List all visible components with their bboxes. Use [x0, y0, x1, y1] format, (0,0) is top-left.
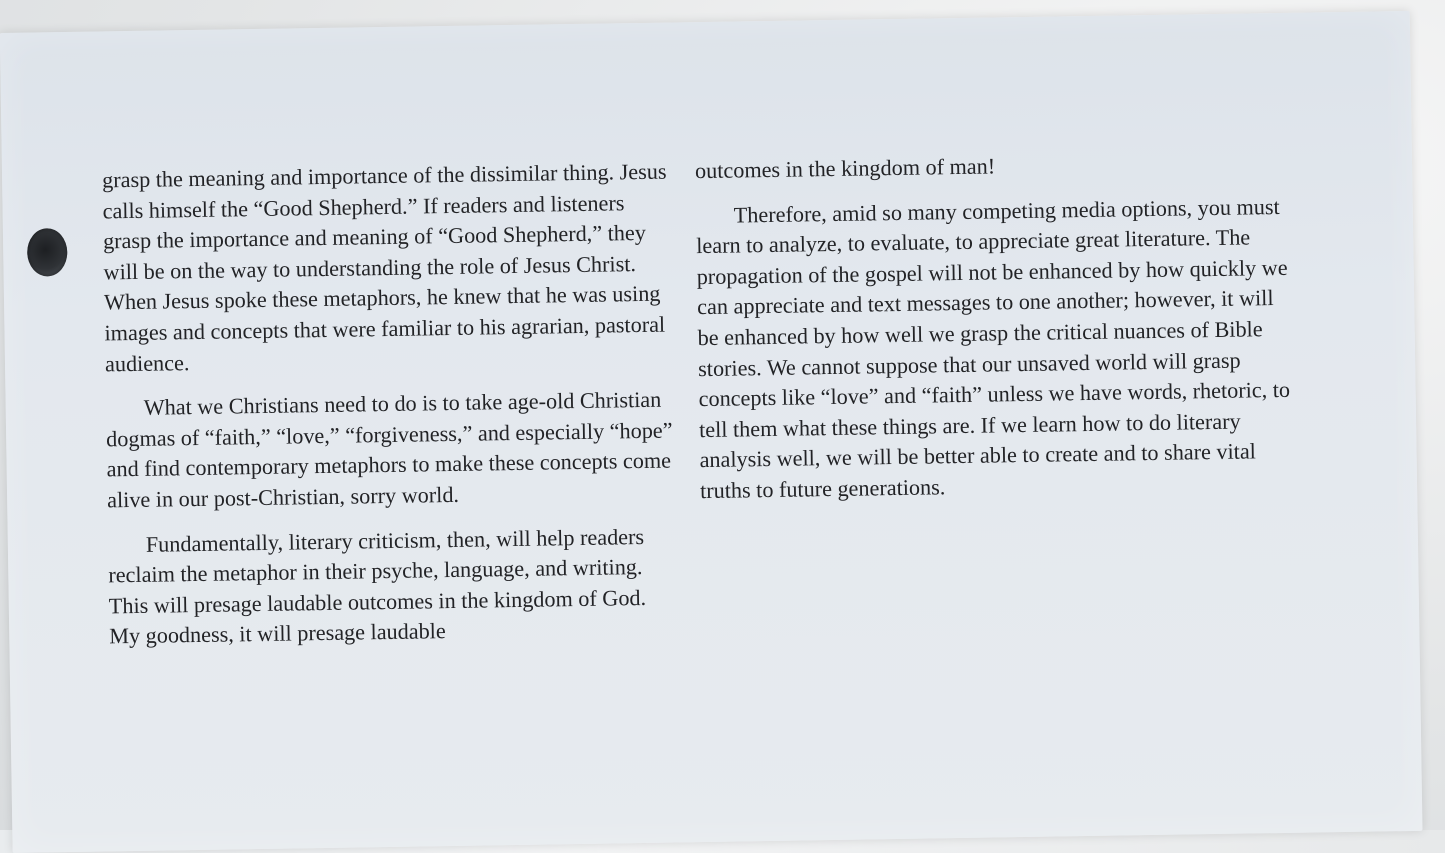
punch-hole [27, 228, 68, 277]
paragraph-good-shepherd: grasp the meaning and importance of the dissimilar thing. Jesus calls himself the “Good Shepherd.” If readers and listeners grasp the importance and meaning of “Good Shepherd,” they will be on the way to understanding the role of Jesus Christ. When Jesus spoke these metaphors, he knew that he was using images and concepts that were familiar to his agrarian, pastoral audience. [101, 158, 667, 376]
paragraph-kingdom-of-man: outcomes in the kingdom of man! [694, 153, 996, 184]
paragraph-christian-dogmas: What we Christians need to do is to take age-old Christian dogmas of “faith,” “love,” “forgiveness,” and especially “hope” and find contemporary metaphors to make these concepts come alive in our post-Christian, sorry world. [105, 386, 673, 513]
left-text-column [102, 157, 680, 667]
paragraph-literary-criticism: Fundamentally, literary criticism, then, will help readers reclaim the metaphor in their psyche, language, and writing. This will presage laudable outcomes in the kingdom of God. My goodness, it will presage laudable [108, 523, 647, 649]
book-page [0, 11, 1423, 853]
paragraph-media-options: Therefore, amid so many competing media options, you must learn to analyze, to evaluate, to appreciate great literature. The propagation of the gospel will not be enhanced by how quickly we can appreciate and text messages to one another; however, it will be enhanced by how well we grasp the critical nuances of Bible stories. We cannot suppose that our unsaved world will grasp concepts like “love” and “faith” unless we have words, rhetoric, to tell them what these things are. If we learn how to do literary analysis well, we will be better able to create and to share vital truths to future generations. [696, 193, 1291, 504]
right-text-column [695, 147, 1301, 521]
